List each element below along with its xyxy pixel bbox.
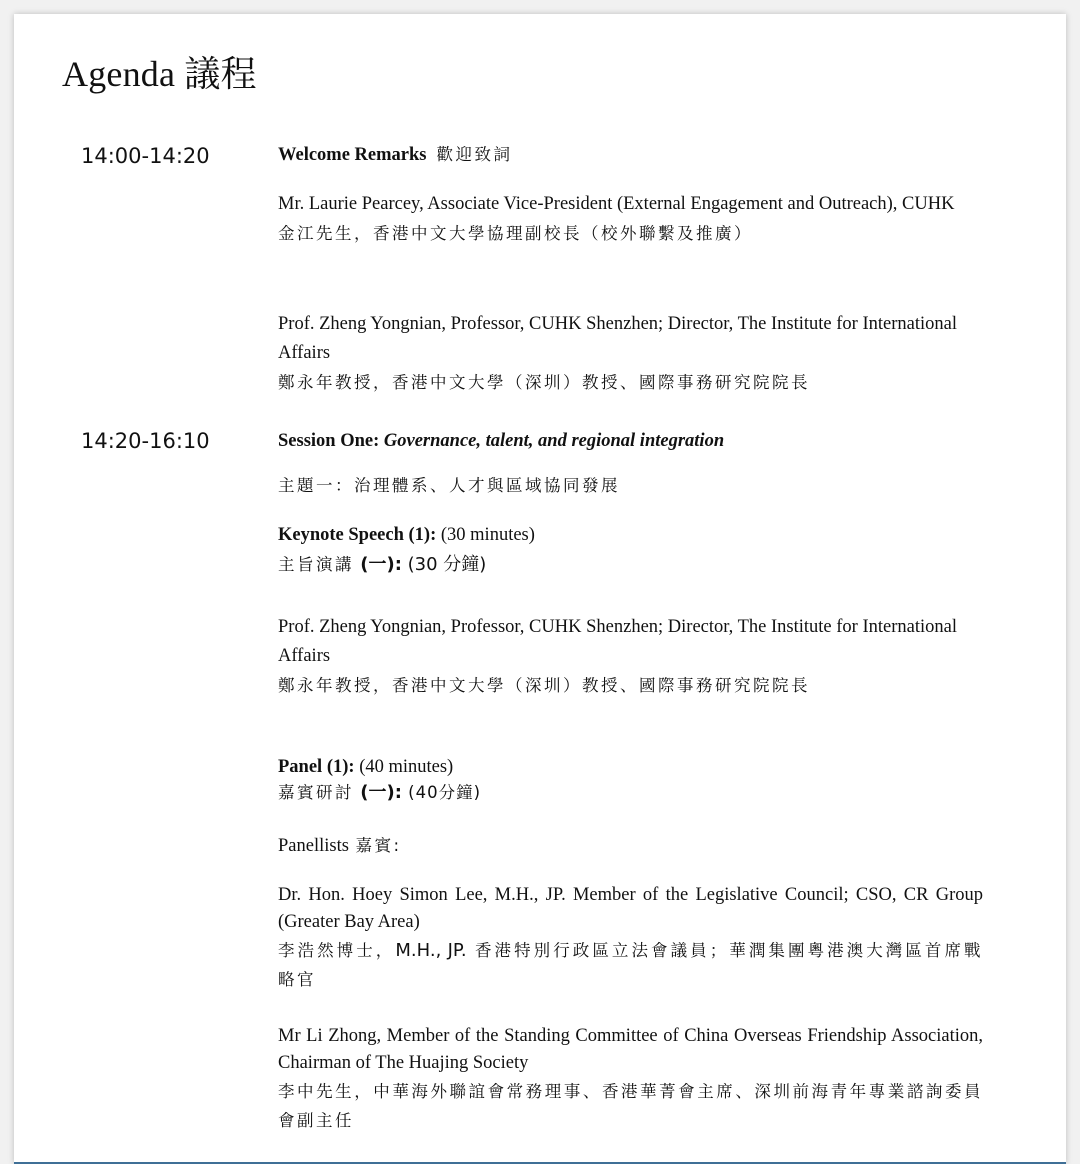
heading-zh: 歡迎致詞 xyxy=(436,145,513,164)
session-theme: Governance, talent, and regional integration xyxy=(383,431,725,451)
panellist-en: Dr. Hon. Hoey Simon Lee, M.H., JP. Member of the Legislative Council; CSO, CR Group (Greater Bay Area) xyxy=(278,885,983,932)
panel-label-zh: 嘉賓研討 xyxy=(278,783,354,802)
speaker-en: Prof. Zheng Yongnian, Professor, CUHK Shenzhen; Director, The Institute for International Affairs xyxy=(278,314,957,363)
agenda-page xyxy=(14,14,1066,1164)
speaker-zh: 金江先生，香港中文大學協理副校長（校外聯繫及推廣） xyxy=(278,224,753,243)
panellist-zh-titles: M.H., JP. xyxy=(395,940,467,961)
keynote-label-zh: 主旨演講 xyxy=(278,555,354,574)
keynote-label-en: Keynote Speech (1): xyxy=(278,525,437,545)
panellists-label xyxy=(278,831,983,861)
panel-duration-en: (40 minutes) xyxy=(354,757,454,777)
session-theme-zh: 主題一：治理體系、人才與區域協同發展 xyxy=(278,476,620,495)
panellists-en: Panellists xyxy=(278,836,349,856)
panel-session xyxy=(278,754,983,806)
panellist-zh: 李中先生，中華海外聯誼會常務理事、香港華菁會主席、深圳前海青年專業諮詢委員會副主任 xyxy=(278,1082,983,1130)
session-one-heading xyxy=(278,428,983,454)
speaker-zh: 鄭永年教授，香港中文大學（深圳）教授、國際事務研究院院長 xyxy=(278,373,810,392)
panel-number-zh: (一): xyxy=(354,782,402,803)
panel-label-en: Panel (1): xyxy=(278,757,355,777)
page-title: Agenda 議程 xyxy=(62,54,257,94)
panellist-zh xyxy=(278,936,983,994)
panellists-zh: 嘉賓: xyxy=(355,836,402,855)
welcome-remarks-heading xyxy=(278,142,983,168)
panellist-zh-roles: 香港特別行政區立法會議員；華潤集團粵港澳大灣區首席戰略官 xyxy=(278,941,984,989)
time-slot-1: 14:00-14:20 xyxy=(81,144,210,168)
panellist-zh-name: 李浩然博士， xyxy=(278,941,396,960)
panellist-entry xyxy=(278,1023,983,1135)
session-one-heading-zh xyxy=(278,471,983,500)
heading-en: Welcome Remarks xyxy=(278,145,427,165)
speaker-en: Prof. Zheng Yongnian, Professor, CUHK Shenzhen; Director, The Institute for International Affairs xyxy=(278,617,957,666)
speaker-en: Mr. Laurie Pearcey, Associate Vice-President (External Engagement and Outreach), CUHK xyxy=(278,194,955,214)
panellist-en: Mr Li Zhong, Member of the Standing Committee of China Overseas Friendship Association, Chairman of The Huajing Society xyxy=(278,1026,983,1073)
keynote-number-zh: (一): xyxy=(354,554,402,575)
time-slot-2: 14:20-16:10 xyxy=(81,429,210,453)
speaker-zh: 鄭永年教授，香港中文大學（深圳）教授、國際事務研究院院長 xyxy=(278,676,810,695)
keynote-duration-zh: (30 分鐘) xyxy=(401,554,487,575)
session-label: Session One: xyxy=(278,431,384,451)
keynote-speaker xyxy=(278,613,983,700)
keynote-speech xyxy=(278,521,983,579)
panellist-entry xyxy=(278,882,983,994)
keynote-duration-en: (30 minutes) xyxy=(436,525,535,545)
panel-duration-zh: (40分鐘) xyxy=(401,783,482,802)
speaker-entry xyxy=(278,310,983,397)
speaker-entry xyxy=(278,190,983,248)
